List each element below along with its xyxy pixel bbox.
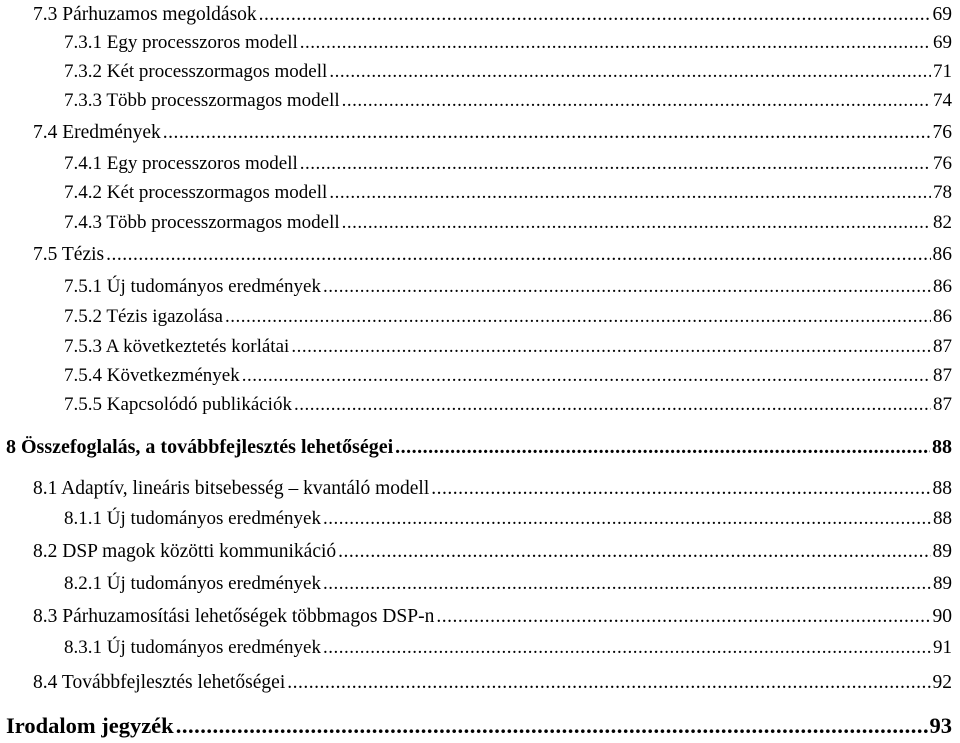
dot-leader xyxy=(342,213,931,232)
toc-entry-label: 8.2 DSP magok közötti kommunikáció xyxy=(33,541,337,562)
toc-entry[interactable] xyxy=(64,337,952,356)
toc-entry[interactable] xyxy=(33,5,952,25)
toc-entry-page: 71 xyxy=(933,61,952,82)
toc-entry-label: 7.5.4 Következmények xyxy=(64,365,240,386)
toc-entry-page: 87 xyxy=(933,365,952,386)
dot-leader xyxy=(323,277,931,296)
dot-leader xyxy=(106,245,930,265)
toc-entry-label: 7.4.1 Egy processzoros modell xyxy=(64,153,298,174)
toc-entry[interactable] xyxy=(64,277,952,296)
toc-entry-label: 7.5 Tézis xyxy=(33,244,105,265)
toc-entry-page: 74 xyxy=(933,90,952,111)
toc-entry-page: 69 xyxy=(933,32,952,53)
toc-entry-page: 86 xyxy=(933,306,952,327)
toc-entry-label: 7.3 Párhuzamos megoldások xyxy=(33,4,257,25)
toc-entry-label: 7.5.3 A következtetés korlátai xyxy=(64,336,290,357)
toc-entry-page: 86 xyxy=(933,276,952,297)
dot-leader xyxy=(225,307,931,326)
dot-leader xyxy=(323,509,931,528)
toc-entry-label: 8.3.1 Új tudományos eredmények xyxy=(64,637,321,658)
toc-entry-label: Irodalom jegyzék xyxy=(6,713,174,738)
toc-chapter-entry[interactable] xyxy=(6,715,952,738)
toc-entry-page: 88 xyxy=(932,436,952,458)
toc-entry-page: 88 xyxy=(932,478,952,499)
toc-entry[interactable] xyxy=(33,245,952,265)
toc-entry-label: 7.3.3 Több processzormagos modell xyxy=(64,90,340,111)
dot-leader xyxy=(291,337,931,356)
toc-entry-page: 78 xyxy=(933,182,952,203)
toc-entry[interactable] xyxy=(64,91,952,110)
toc-chapter-entry[interactable] xyxy=(6,437,952,457)
toc-entry-page: 86 xyxy=(932,244,952,265)
toc-entry-label: 7.4.2 Két processzormagos modell xyxy=(64,182,328,203)
toc-entry-label: 8 Összefoglalás, a továbbfejlesztés lehetőségei xyxy=(6,436,394,458)
dot-leader xyxy=(287,673,930,693)
toc-entry[interactable] xyxy=(64,395,952,414)
toc-entry-label: 7.4.3 Több processzormagos modell xyxy=(64,212,340,233)
dot-leader xyxy=(300,154,931,173)
toc-entry[interactable] xyxy=(64,154,952,173)
dot-leader xyxy=(176,715,928,738)
toc-entry-label: 8.1 Adaptív, lineáris bitsebesség – kvantáló modell xyxy=(33,478,430,499)
dot-leader xyxy=(431,479,930,499)
toc-entry[interactable] xyxy=(64,33,952,52)
toc-entry[interactable] xyxy=(33,673,952,693)
toc-entry[interactable] xyxy=(64,183,952,202)
toc-entry-page: 87 xyxy=(933,336,952,357)
dot-leader xyxy=(329,183,931,202)
dot-leader xyxy=(259,5,931,25)
toc-entry-page: 88 xyxy=(933,508,952,529)
toc-entry[interactable] xyxy=(33,479,952,499)
toc-entry[interactable] xyxy=(64,638,952,657)
dot-leader xyxy=(323,574,931,593)
toc-entry[interactable] xyxy=(64,574,952,593)
toc-entry-page: 82 xyxy=(933,212,952,233)
toc-entry-label: 7.4 Eredmények xyxy=(33,122,161,143)
toc-entry[interactable] xyxy=(64,62,952,81)
dot-leader xyxy=(329,62,931,81)
dot-leader xyxy=(300,33,931,52)
toc-entry-page: 89 xyxy=(933,573,952,594)
dot-leader xyxy=(395,437,930,457)
toc-entry-page: 93 xyxy=(929,713,952,738)
toc-entry-label: 8.3 Párhuzamosítási lehetőségek többmagos DSP-n xyxy=(33,606,435,627)
toc-entry[interactable] xyxy=(64,509,952,528)
toc-entry-label: 8.1.1 Új tudományos eredmények xyxy=(64,508,321,529)
toc-entry-label: 7.5.5 Kapcsolódó publikációk xyxy=(64,394,292,415)
toc-entry[interactable] xyxy=(33,607,952,627)
toc-entry-page: 91 xyxy=(933,637,952,658)
dot-leader xyxy=(342,91,931,110)
toc-entry-label: 7.3.1 Egy processzoros modell xyxy=(64,32,298,53)
toc-entry[interactable] xyxy=(64,366,952,385)
toc-entry-label: 7.5.2 Tézis igazolása xyxy=(64,306,223,327)
toc-entry-page: 89 xyxy=(932,541,952,562)
toc-entry-label: 7.5.1 Új tudományos eredmények xyxy=(64,276,321,297)
toc-entry[interactable] xyxy=(64,213,952,232)
dot-leader xyxy=(338,542,930,562)
toc-entry-label: 7.3.2 Két processzormagos modell xyxy=(64,61,328,82)
dot-leader xyxy=(323,638,931,657)
dot-leader xyxy=(436,607,930,627)
toc-entry-label: 8.2.1 Új tudományos eredmények xyxy=(64,573,321,594)
toc-entry[interactable] xyxy=(33,123,952,143)
dot-leader xyxy=(163,123,931,143)
dot-leader xyxy=(294,395,931,414)
toc-entry[interactable] xyxy=(64,307,952,326)
toc-entry-page: 76 xyxy=(933,153,952,174)
dot-leader xyxy=(242,366,931,385)
toc-entry-page: 92 xyxy=(932,672,952,693)
toc-entry-page: 87 xyxy=(933,394,952,415)
toc-entry-page: 90 xyxy=(932,606,952,627)
toc-entry[interactable] xyxy=(33,542,952,562)
toc-entry-page: 76 xyxy=(932,122,952,143)
toc-entry-page: 69 xyxy=(932,4,952,25)
toc-entry-label: 8.4 Továbbfejlesztés lehetőségei xyxy=(33,672,286,693)
